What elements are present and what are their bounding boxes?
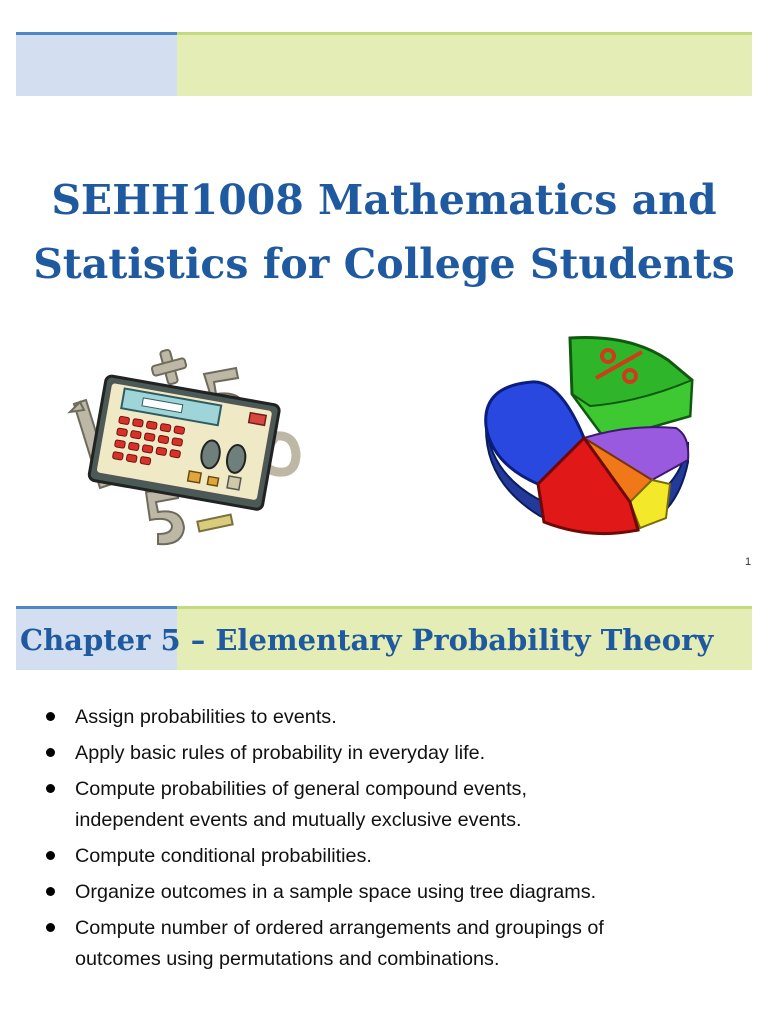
list-item-text: Assign probabilities to events. xyxy=(75,706,337,728)
pie-chart-clipart xyxy=(480,332,696,542)
calculator-clipart xyxy=(66,344,302,548)
bullet-icon xyxy=(46,851,55,860)
bullet-icon xyxy=(46,712,55,721)
list-item-text: Compute probabilities of general compound events, xyxy=(75,778,527,800)
list-item xyxy=(44,877,744,908)
accent-block-green xyxy=(177,32,752,96)
list-item-text-continued: independent events and mutually exclusive events. xyxy=(75,809,522,831)
header-accent-band xyxy=(16,32,752,96)
list-item-text: Apply basic rules of probability in everyday life. xyxy=(75,742,486,764)
slide-title xyxy=(0,168,768,296)
slide-title-line-1: SEHH1008 Mathematics and xyxy=(51,176,717,224)
list-item xyxy=(44,702,744,733)
bullet-icon xyxy=(46,887,55,896)
objectives-list xyxy=(44,702,744,980)
list-item xyxy=(44,841,744,872)
bullet-icon xyxy=(46,748,55,757)
page-number: 1 xyxy=(745,556,752,568)
chapter-title: Chapter 5 – Elementary Probability Theory xyxy=(20,623,714,657)
list-item xyxy=(44,774,744,836)
bullet-icon xyxy=(46,923,55,932)
slide-title-line-2: Statistics for College Students xyxy=(33,240,735,288)
list-item-text: Organize outcomes in a sample space using tree diagrams. xyxy=(75,881,597,903)
accent-block-blue xyxy=(16,32,177,96)
list-item-text-continued: outcomes using permutations and combinations. xyxy=(75,948,500,970)
bullet-icon xyxy=(46,784,55,793)
list-item xyxy=(44,738,744,769)
list-item xyxy=(44,913,744,975)
list-item-text: Compute number of ordered arrangements and groupings of xyxy=(75,917,604,939)
list-item-text: Compute conditional probabilities. xyxy=(75,845,372,867)
